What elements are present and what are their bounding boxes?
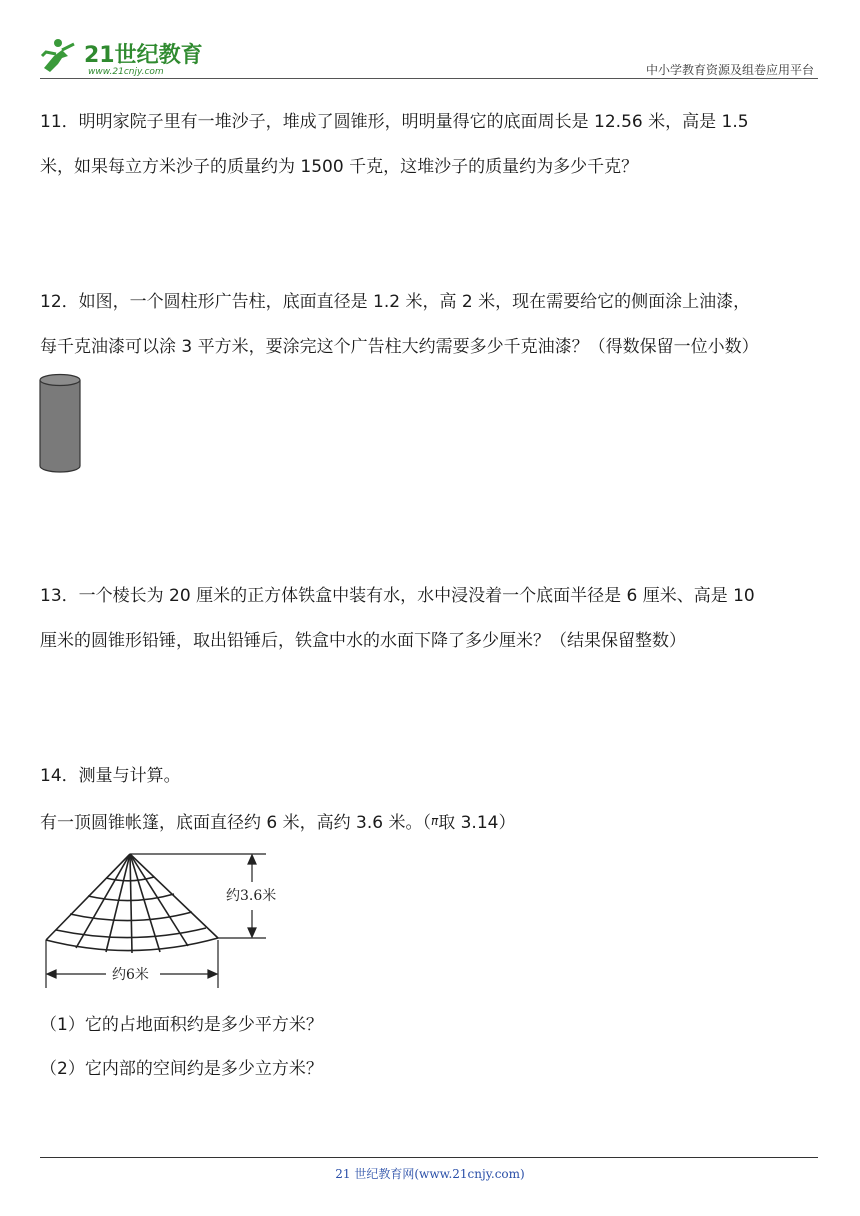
cylinder-figure — [38, 372, 84, 476]
q11-line1: 11．明明家院子里有一堆沙子，堆成了圆锥形，明明量得它的底面周长是 12.56 米，高是 1.5 — [40, 112, 749, 132]
q13-line2: 厘米的圆锥形铅锤，取出铅锤后，铁盒中水的水面下降了多少厘米？（结果保留整数） — [40, 631, 686, 651]
logo-runner-head — [54, 39, 62, 47]
site-logo — [38, 34, 203, 78]
header-divider — [40, 78, 818, 79]
footer-divider — [40, 1157, 818, 1158]
logo-url: www.21cnjy.com — [88, 67, 164, 77]
header-platform-text: 中小学教育资源及组卷应用平台 — [645, 63, 814, 77]
q12-line2: 每千克油漆可以涂 3 平方米，要涂完这个广告柱大约需要多少千克油漆？（得数保留一位小数） — [40, 337, 759, 357]
q11-line2: 米，如果每立方米沙子的质量约为 1500 千克，这堆沙子的质量约为多少千克？ — [40, 157, 639, 177]
footer-link[interactable]: 21 世纪教育网(www.21cnjy.com) — [335, 1167, 525, 1181]
pi-symbol: π — [430, 814, 439, 828]
height-label: 约3.6米 — [226, 888, 277, 904]
q14-title: 14．测量与计算。 — [40, 766, 181, 786]
q12-line1: 12．如图，一个圆柱形广告柱，底面直径是 1.2 米，高 2 米，现在需要给它的侧面涂上油漆， — [40, 292, 751, 312]
logo-text: 21世纪教育 — [84, 43, 203, 68]
q14-sub2: （2）它内部的空间约是多少立方米？ — [40, 1059, 323, 1079]
width-label: 约6米 — [112, 967, 149, 983]
q14-description: 有一顶圆锥帐篷，底面直径约 6 米，高约 3.6 米。（π取 3.14） — [40, 813, 516, 833]
q14-sub1: （1）它的占地面积约是多少平方米？ — [40, 1015, 323, 1035]
q13-line1: 13．一个棱长为 20 厘米的正方体铁盒中装有水，水中浸没着一个底面半径是 6 厘米、高是 10 — [40, 586, 755, 606]
tent-figure — [36, 846, 296, 992]
